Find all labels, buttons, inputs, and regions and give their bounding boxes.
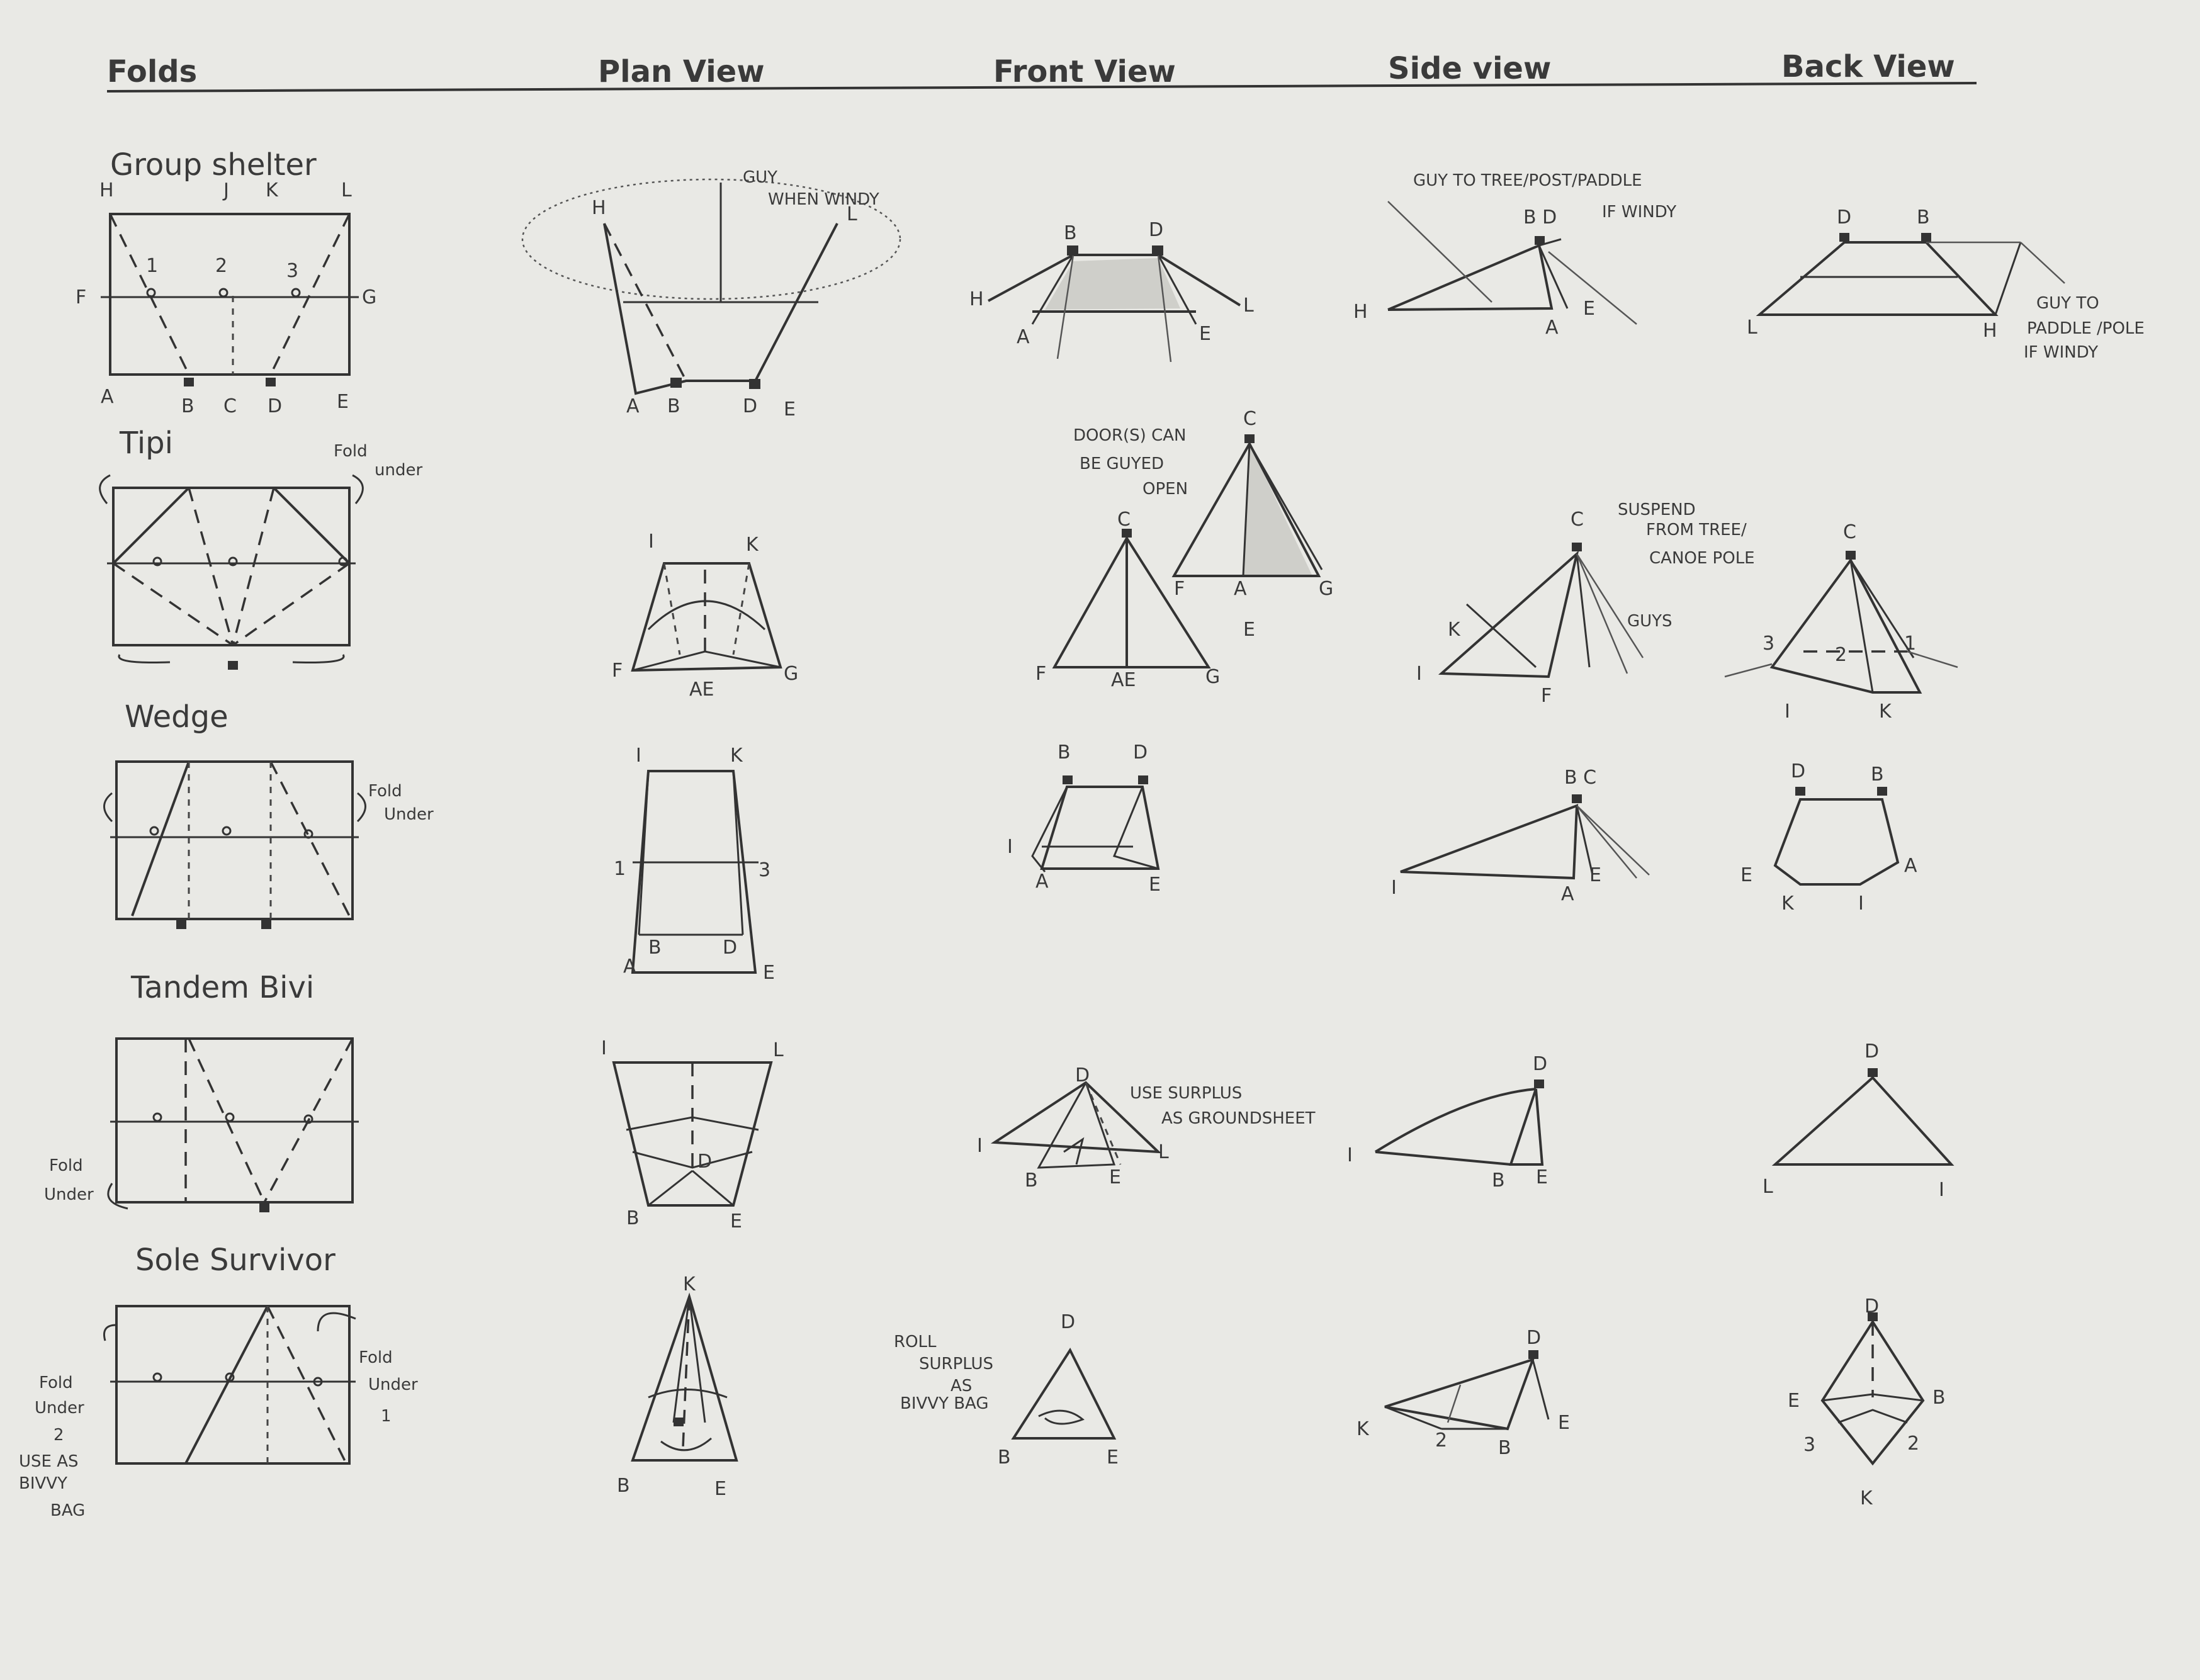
side-label: H <box>1353 301 1368 323</box>
side-note: IF WINDY <box>1602 203 1677 222</box>
plan-label: H <box>592 197 606 219</box>
back-label: E <box>1788 1390 1800 1412</box>
back-label: D <box>1837 206 1852 228</box>
plan-view-diagram <box>522 168 900 420</box>
plan-label: L <box>847 203 857 225</box>
front-label: I <box>1007 836 1013 858</box>
front-label: I <box>977 1135 983 1157</box>
back-label: C <box>1843 521 1856 543</box>
fold-label: 1 <box>146 255 159 277</box>
plan-label: 1 <box>614 858 626 880</box>
side-note: GUYS <box>1627 612 1673 631</box>
fold-note: Under <box>44 1185 94 1204</box>
back-label: E <box>1740 864 1752 886</box>
back-label: 2 <box>1835 644 1847 666</box>
header-side-view: Side view <box>1388 51 1552 86</box>
side-note: CANOE POLE <box>1649 549 1755 568</box>
side-label: E <box>1536 1166 1548 1188</box>
front-label: L <box>1158 1141 1169 1163</box>
header-front-view: Front View <box>993 54 1176 89</box>
back-note: IF WINDY <box>2024 343 2099 362</box>
back-label: 3 <box>1763 633 1775 655</box>
back-label: K <box>1781 893 1794 915</box>
plan-label: B <box>617 1475 630 1497</box>
back-label: I <box>1858 893 1864 915</box>
plan-view-diagram <box>612 531 798 701</box>
plan-label: I <box>636 745 641 767</box>
back-label: K <box>1879 701 1892 723</box>
row-title: Tandem Bivi <box>131 970 315 1005</box>
fold-note: 2 <box>54 1426 64 1445</box>
front-note: AS GROUNDSHEET <box>1161 1109 1316 1128</box>
fold-label: K <box>266 179 278 201</box>
plan-label: L <box>773 1039 784 1061</box>
plan-label: D <box>723 937 738 959</box>
side-note: GUY TO TREE/POST/PADDLE <box>1413 171 1642 190</box>
front-label: E <box>1149 874 1161 896</box>
fold-note: Fold <box>49 1156 83 1175</box>
fold-label: A <box>101 386 114 408</box>
plan-view-diagram <box>601 1037 784 1232</box>
plan-label: I <box>601 1037 607 1059</box>
fold-label: F <box>76 286 87 308</box>
front-label: E <box>1199 323 1211 345</box>
front-note: AS <box>951 1377 973 1395</box>
plan-label: A <box>623 956 636 978</box>
back-label: 1 <box>1904 633 1917 655</box>
side-view-diagram <box>1416 500 1755 707</box>
front-view-diagram <box>894 1311 1119 1469</box>
front-label: B <box>998 1446 1011 1469</box>
fold-note: Fold <box>359 1348 393 1367</box>
fold-note: Under <box>35 1399 84 1418</box>
side-label: E <box>1558 1412 1570 1434</box>
folds-diagram <box>100 442 423 670</box>
front-label: B <box>1064 222 1077 244</box>
front-label: E <box>1107 1446 1119 1469</box>
side-label: I <box>1416 663 1422 685</box>
fold-label: B <box>181 395 195 417</box>
back-note: PADDLE /POLE <box>2027 319 2145 338</box>
back-view-diagram <box>1740 760 1917 915</box>
row-tipi <box>100 408 1958 723</box>
back-label: B <box>1917 206 1930 228</box>
plan-label: B <box>667 395 680 417</box>
header-back-view: Back View <box>1781 49 1955 84</box>
back-view-diagram <box>1747 206 2145 362</box>
plan-label: B <box>648 937 662 959</box>
front-label: D <box>1133 741 1148 764</box>
fold-label: E <box>337 391 349 413</box>
plan-label: 3 <box>759 859 771 881</box>
folds-diagram <box>76 179 376 417</box>
front-note: BE GUYED <box>1080 454 1165 473</box>
front-label: G <box>1319 578 1334 600</box>
fold-note: BAG <box>50 1501 86 1520</box>
front-label: D <box>1075 1064 1090 1086</box>
front-label: G <box>1205 666 1221 688</box>
back-label: B <box>1871 764 1884 786</box>
plan-label: E <box>730 1210 742 1232</box>
back-view-diagram <box>1725 521 1958 723</box>
side-view-diagram <box>1357 1327 1570 1459</box>
side-label: K <box>1357 1418 1369 1440</box>
fold-label: 3 <box>286 260 299 282</box>
fold-note: Under <box>368 1375 418 1394</box>
side-label: D <box>1533 1053 1548 1075</box>
row-title: Wedge <box>125 699 228 735</box>
side-label: F <box>1541 685 1552 707</box>
front-label: E <box>1243 619 1255 641</box>
plan-label: AE <box>689 679 714 701</box>
header-plan-view: Plan View <box>598 54 765 89</box>
side-note: FROM TREE/ <box>1646 521 1747 539</box>
folds-diagram <box>104 762 434 929</box>
plan-label: E <box>763 962 775 984</box>
front-label: E <box>1109 1166 1121 1188</box>
side-view-diagram <box>1391 767 1649 905</box>
back-label: I <box>1785 701 1790 723</box>
front-label: L <box>1243 295 1254 317</box>
front-view-diagram <box>969 219 1254 362</box>
back-label: L <box>1763 1176 1773 1198</box>
side-label: B D <box>1523 206 1557 228</box>
fold-note: under <box>375 461 423 480</box>
front-view-diagram <box>1007 741 1161 896</box>
row-group-shelter <box>76 147 2145 420</box>
side-label: B <box>1498 1437 1511 1459</box>
side-label: I <box>1391 877 1397 899</box>
plan-label: E <box>714 1478 726 1500</box>
folds-diagram <box>19 1306 418 1520</box>
side-label: A <box>1545 317 1559 339</box>
front-view-diagram <box>1035 408 1333 691</box>
back-label: D <box>1864 1295 1880 1317</box>
folds-diagram <box>44 1039 359 1212</box>
side-label: B C <box>1564 767 1597 789</box>
fold-label: L <box>341 179 352 201</box>
side-label: 2 <box>1435 1429 1448 1452</box>
plan-note: GUY <box>743 168 778 187</box>
plan-label: B <box>626 1207 640 1229</box>
side-label: E <box>1583 298 1595 320</box>
plan-label: D <box>697 1151 713 1173</box>
plan-label: F <box>612 660 623 682</box>
back-label: B <box>1932 1387 1946 1409</box>
back-label: D <box>1791 760 1806 782</box>
fold-label: C <box>223 395 237 417</box>
front-label: A <box>1234 578 1247 600</box>
plan-label: G <box>784 663 799 685</box>
plan-label: A <box>626 395 640 417</box>
plan-view-diagram <box>617 1273 736 1500</box>
back-note: GUY TO <box>2036 294 2099 313</box>
row-sole-survivor <box>19 1243 1946 1520</box>
front-label: A <box>1035 871 1049 893</box>
back-label: I <box>1939 1179 1944 1201</box>
front-note: SURPLUS <box>919 1355 994 1373</box>
front-label: F <box>1174 578 1185 600</box>
front-label: A <box>1017 326 1030 348</box>
plan-view-diagram <box>614 745 775 984</box>
fold-label: J <box>223 179 229 201</box>
front-label: AE <box>1111 669 1136 691</box>
plan-label: I <box>648 531 654 553</box>
side-note: SUSPEND <box>1618 500 1696 519</box>
front-label: D <box>1149 219 1164 241</box>
back-view-diagram <box>1763 1040 1951 1201</box>
front-label: H <box>969 288 984 310</box>
fold-note: Fold <box>39 1373 73 1392</box>
front-note: DOOR(S) CAN <box>1073 426 1187 445</box>
side-label: K <box>1448 619 1460 641</box>
plan-label: K <box>683 1273 696 1295</box>
fold-label: D <box>268 395 283 417</box>
plan-label: D <box>743 395 758 417</box>
side-label: A <box>1561 883 1574 905</box>
front-note: USE SURPLUS <box>1130 1084 1243 1103</box>
fold-label: 2 <box>215 255 228 277</box>
side-label: B <box>1492 1170 1505 1192</box>
front-label: F <box>1035 663 1047 685</box>
fold-note: USE AS <box>19 1452 79 1471</box>
fold-note: Fold <box>368 782 402 801</box>
side-label: I <box>1347 1144 1353 1166</box>
fold-label: G <box>362 286 377 308</box>
side-label: D <box>1526 1327 1542 1349</box>
row-title: Tipi <box>120 426 173 461</box>
plan-label: K <box>730 745 743 767</box>
front-label: C <box>1117 509 1131 531</box>
front-note: ROLL <box>894 1333 937 1351</box>
front-label: C <box>1243 408 1256 430</box>
row-title: Group shelter <box>110 147 317 183</box>
back-view-diagram <box>1788 1295 1946 1509</box>
plan-label: K <box>746 534 759 556</box>
front-label: B <box>1025 1170 1038 1192</box>
side-label: C <box>1571 509 1584 531</box>
side-view-diagram <box>1347 1053 1548 1192</box>
back-label: 3 <box>1803 1434 1816 1456</box>
back-label: L <box>1747 317 1757 339</box>
back-label: A <box>1904 855 1917 877</box>
back-label: H <box>1983 320 1997 342</box>
row-title: Sole Survivor <box>135 1243 336 1278</box>
fold-label: H <box>99 179 114 201</box>
row-tandem-bivi <box>44 970 1951 1232</box>
plan-note: WHEN WINDY <box>768 190 879 209</box>
side-label: E <box>1589 864 1601 886</box>
back-label: 2 <box>1907 1433 1920 1455</box>
plan-label: E <box>784 398 796 420</box>
front-view-diagram <box>977 1064 1316 1192</box>
front-label: D <box>1061 1311 1076 1333</box>
header-folds: Folds <box>107 54 198 89</box>
fold-note: Under <box>384 805 434 824</box>
column-headers <box>107 49 1977 91</box>
fold-note: BIVVY <box>19 1474 67 1493</box>
front-label: B <box>1058 741 1071 764</box>
side-view-diagram <box>1353 171 1676 339</box>
row-wedge <box>104 699 1918 984</box>
front-note: OPEN <box>1142 480 1188 499</box>
back-label: K <box>1860 1487 1873 1509</box>
fold-note: 1 <box>381 1407 392 1426</box>
back-label: D <box>1864 1040 1880 1063</box>
front-note: BIVVY BAG <box>900 1394 989 1413</box>
fold-note: Fold <box>334 442 368 461</box>
